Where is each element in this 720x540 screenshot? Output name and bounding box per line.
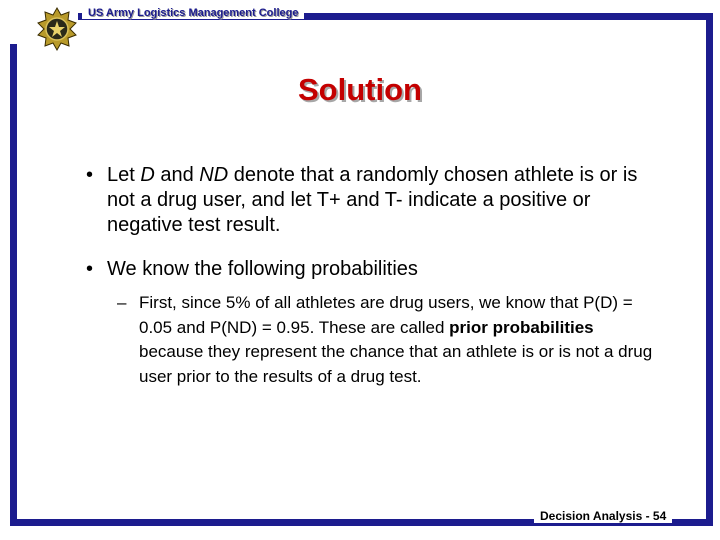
slide-title: Solution [298,72,422,107]
sub-bullet-text: First, since 5% of all athletes are drug users, we know that P(D) = 0.05 and P(ND) = 0.95. These are called prior probabilities because they represent the chance that an athlete is or is not a drug user prior to the results of a drug test. [139,293,653,386]
bullet-dot: • [86,258,94,280]
bullet-item [86,257,646,282]
college-title: US Army Logistics Management College [82,7,304,19]
bullet-text: Let D and ND denote that a randomly chosen athlete is or is not a drug user, and let T+ and T- indicate a positive or negative test result. [107,164,638,236]
bullet-dot: • [86,164,94,186]
frame-left-border [10,44,17,526]
sub-bullet-dash: – [117,293,127,312]
bullet-text: We know the following probabilities [107,258,418,280]
page-footer: Decision Analysis - 54 [534,509,672,523]
sub-bullet-item [117,291,657,389]
army-crest-icon [34,6,80,52]
bullet-item [86,163,646,238]
